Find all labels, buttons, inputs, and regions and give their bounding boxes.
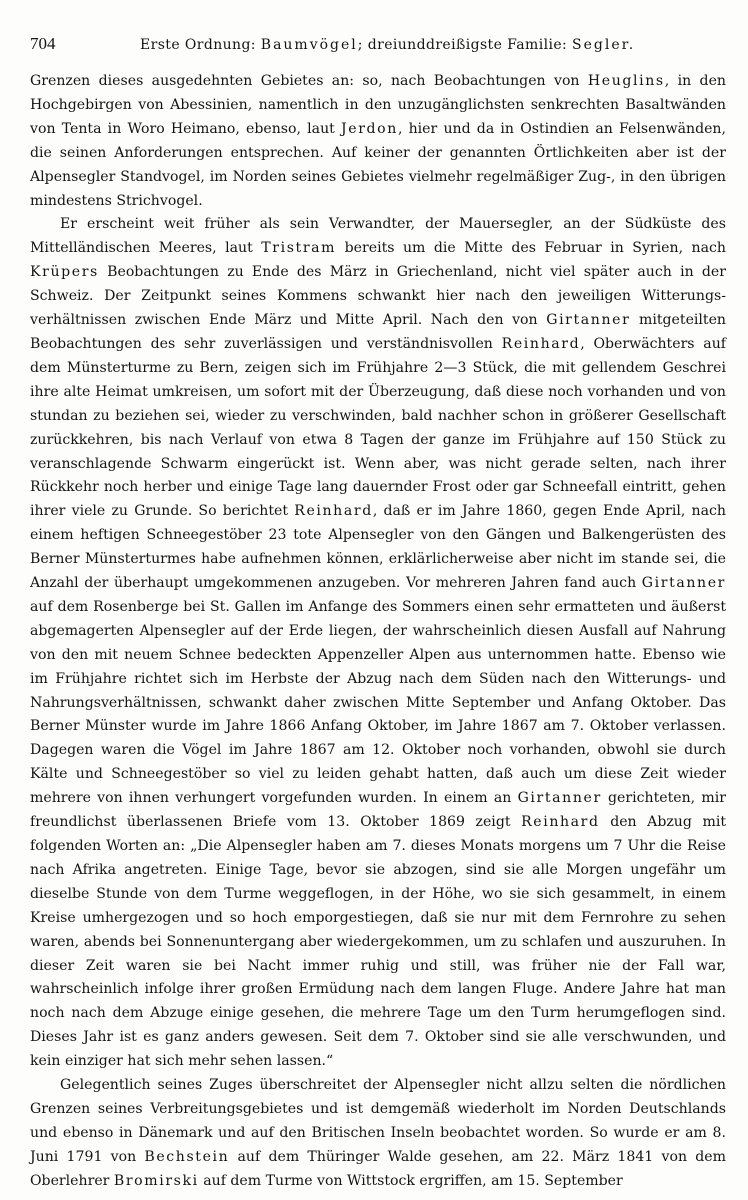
text-segment: gerichteten, mir freundlichst überlassenen Briefe vom 13. Oktober 1869 zeigt xyxy=(30,790,726,831)
text-segment: , Oberwächters auf dem Münsterturme zu Bern, zeigen sich im Frühjahre 2—3 Stück, die mit gellendem Geschrei ihre alte Heimat umkreisen, um sofort mit der Überzeugung, daß diese noch vorhanden und von stundan zu beziehen sei, wieder zu verschwinden, bald nachher schon in größerer Gesellschaft zurückkehren, bis nach Verlauf von etwa 8 Tagen der ganze im Frühjahre auf 150 Stück zu veranschlagende Schwarm eingerückt ist. Wenn aber, was nicht gerade selten, nach ihrer Rückkehr noch herber und einige Tage lang dauernder Frost oder gar Schneefall eintritt, gehen ihrer viele zu Grunde. So berichtet xyxy=(30,335,727,520)
text-segment: auf dem Turme von Wittstock ergriffen, am 15. September xyxy=(198,1172,623,1189)
person-name: Bromirski xyxy=(113,1172,199,1189)
page-header xyxy=(30,34,726,64)
running-head-prefix: Erste Ordnung: xyxy=(140,37,261,53)
text-segment: auf dem Thüringer Walde gesehen, am 22. März 1841 von dem Oberlehrer xyxy=(30,1148,726,1189)
body-text xyxy=(30,70,726,1194)
text-segment: mitgeteilten Beobachtungen des sehr zuverlässigen und verständnisvollen xyxy=(30,312,727,352)
running-head-order: Baumvögel xyxy=(260,37,358,53)
text-segment: , daß er im Jahre 1860, gegen Ende April, nach einem heftigen Schneegestöber 23 tote Alpensegler von den Gängen und Balkengerüsten des Berner Münsterturmes habe aufnehmen können, erklärlicherweise aber nicht im stande sei, die Anzahl der überhaupt umgekommenen anzugeben. Vor mehreren Jahren fand auch xyxy=(30,503,726,592)
person-name: Jerdon xyxy=(341,120,398,137)
text-segment: , in den Hochgebirgen von Abessinien, namentlich in den unzugänglichsten senkrechten Basaltwänden von Tenta in Woro Heimano, ebenso, laut xyxy=(30,73,726,137)
person-name: Tristram xyxy=(261,240,337,257)
person-name: Girtanner xyxy=(641,575,726,592)
paragraph-vagrants xyxy=(30,1074,726,1194)
text-segment: bereits um die Mitte des Februar in Syrien, nach xyxy=(336,240,727,257)
person-name: Reinhard xyxy=(294,503,373,520)
paragraph-continuation xyxy=(30,70,726,213)
text-segment: Beobachtungen zu Ende des März in Griechenland, nicht viel später auch in der Schweiz. Der Zeitpunkt seines Kommens schwankt hier nach den jeweiligen Witterungsverhältnissen zwischen Ende März und Mitte April. Nach den von xyxy=(30,264,726,329)
page-number: 704 xyxy=(30,34,56,53)
person-name: Reinhard xyxy=(501,335,581,352)
text-segment: , hier und da in Ostindien an Felsenwänden, die seinen Anforderungen entsprechen. Auf keiner der genannten Örtlichkeiten aber ist der Alpensegler Standvogel, im Norden seines Gebietes vielmehr regelmäßiger Zug-, in den übrigen mindestens Strichvogel. xyxy=(30,120,726,209)
running-head-family: Segler. xyxy=(572,37,636,53)
person-name: Girtanner xyxy=(517,790,602,807)
person-name: Reinhard xyxy=(521,814,600,831)
person-name: Bechstein xyxy=(144,1148,230,1165)
running-head xyxy=(140,37,635,53)
paragraph-migration xyxy=(30,213,726,1074)
running-head-suffix: ; dreiunddreißigste Familie: xyxy=(357,37,572,53)
person-name: Krüpers xyxy=(30,264,99,281)
text-segment: Gelegentlich seines Zuges überschreitet der Alpensegler nicht allzu selten die nördlichen Grenzen seines Verbreitungsgebietes und ist demgemäß wiederholt im Norden Deutschlands und ebenso in Dänemark und auf den Britischen Inseln beobachtet worden. So wurde er am 8. Juni 1791 von xyxy=(30,1077,726,1165)
text-segment: Er erscheint weit früher als sein Verwandter, der Mauersegler, an der Südküste des Mittelländischen Meeres, laut xyxy=(30,216,726,257)
text-segment: Grenzen dieses ausgedehnten Gebietes an: so, nach Beobachtungen von xyxy=(30,73,588,89)
text-segment: auf dem Rosenberge bei St. Gallen im Anfange des Sommers einen sehr ermatteten und äußerst abgemagerten Alpensegler auf der Erde liegen, der wahrscheinlich diesen Ausfall auf Nahrung von den mit neuem Schnee bedeckten Appenzeller Alpen aus unternommen hatte. Ebenso wie im Frühjahre richtet sich im Herbste der Abzug nach dem Süden nach den Witterungs- und Nahrungsverhältnissen, schwankt daher zwischen Mitte September und Anfang Oktober. Das Berner Münster wurde im Jahre 1866 Anfang Oktober, im Jahre 1867 am 7. Oktober verlassen. Dagegen waren die Vögel im Jahre 1867 am 12. Oktober noch vorhanden, obwohl sie durch Kälte und Schneegestöber so viel zu leiden gehabt hatten, daß auch um diese Zeit wieder mehrere von ihnen verhungert vorgefunden wurden. In einem an xyxy=(30,598,726,807)
person-name: Girtanner xyxy=(546,312,631,329)
person-name: Heuglins xyxy=(587,73,665,89)
text-segment: den Abzug mit folgenden Worten an: „Die Alpensegler haben am 7. dieses Monats morgens um 7 Uhr die Reise nach Afrika angetreten. Einige Tage, bevor sie abzogen, sind sie alle Morgen ungefähr um dieselbe Stunde von dem Turme weggeflogen, in der Höhe, wo sie sich gesammelt, in einem Kreise umhergezogen und so hoch emporgestiegen, daß sie nur mit dem Fernrohre zu sehen waren, abends bei Sonnenuntergang aber wiedergekommen, um zu schlafen und auszuruhen. In dieser Zeit waren sie bei Nacht immer ruhig und still, was früher nie der Fall war, wahrscheinlich infolge ihrer großen Ermüdung nach dem langen Fluge. Andere Jahre hat man noch nach dem Abzuge einige gesehen, die mehrere Tage um den Turm herumgeflogen sind. Dieses Jahr ist es ganz anders gewesen. Seit dem 7. Oktober sind sie alle verschwunden, und kein einziger hat sich mehr sehen lassen.“ xyxy=(30,814,726,1070)
